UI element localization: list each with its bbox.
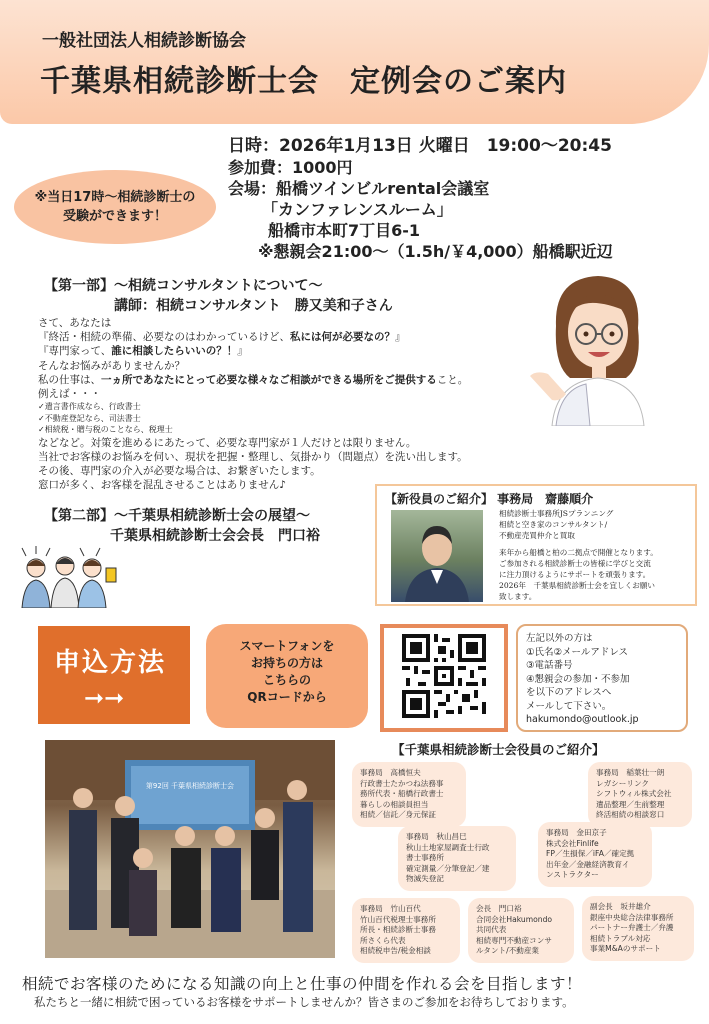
event-venue: 会場：船橋ツインビルrental会議室 [228,179,490,198]
part2-heading-block [44,506,320,546]
page-title: 千葉県相続診断士会 定例会のご案内 [40,64,567,99]
part2-speaker: 千葉県相続診断士会会長 門口裕 [110,528,320,544]
officer-card: 事務局 高橋恒夫 行政書士たかつね法務事 務所代表・船橋行政書士 暮らしの相談員担当 相続／信託／身元保証 [352,762,466,827]
officers-heading: 【千葉県相続診断士会役員のご紹介】 [392,742,605,757]
callout-tail [340,706,354,722]
exam-notice-line2: 受験ができます！ [62,209,167,224]
officer-card: 事務局 竹山百代 竹山百代税理士事務所 所長・相続診断士事務 所さくら代表 相続税申告/税金相談 [352,898,460,963]
event-party: ※懇親会21:00～（1.5h/￥4,000）船橋駅近辺 [258,242,613,261]
example-item: ✓相続税・贈与税のことなら、税理士 [38,425,173,435]
part1-heading: 【第一部】～相続コンサルタントについて～ [44,278,323,294]
contact-box: 左記以外の方は ①氏名②メールアドレス ③電話番号 ④懇親会の参加・不参加 を以下のアドレスへ メールして下さい。 hakumondo@outlook.jp [516,624,688,732]
qr-code-icon[interactable] [402,634,486,718]
exam-notice-bubble [14,170,216,244]
group-photo [45,740,335,958]
part1-body [38,316,558,493]
officer-card: 事務局 金田京子 株式会社Finlife FP／生損保／iFA／確定拠 出年金／金融経済教育イ ンストラクター [538,822,652,887]
body-line: などなど。対策を進めるにあたって、必要な専門家が１人だけとは限りません。 [38,436,417,449]
application-title: 申込方法 [54,648,167,678]
event-datetime: 日時：2026年1月13日 火曜日 19:00～20:45 [228,136,612,156]
lecturer-illustration [526,266,666,426]
arrow-right-icon: ➞➞ [84,684,125,712]
example-item: ✓不動産登記なら、司法書士 [38,413,141,423]
event-address: 船橋市本町7丁目6-1 [268,221,421,240]
body-line: そんなお悩みがありませんか？ [38,359,185,372]
body-line: 私の仕事は、一ヵ所であなたにとって必要な様々なご相談ができる場所をご提供すること。 [38,373,469,386]
body-line: 当社でお客様のお悩みを伺い、現状を把握・整理し、気掛かり（問題点）を洗い出します。 [38,450,468,463]
officer-card: 事務局 稲葉壮一朗 レガシーリンク シフトウィル株式会社 遺品整理／生前整理 終活相続の相談窓口 [588,762,692,827]
event-fee: 参加費：1000円 [228,158,353,177]
photo-banner-text: 第92回 千葉県相続診断士会 [145,782,235,790]
body-line: 例えば・・・ [38,388,101,401]
contact-email-link[interactable]: hakumondo@outlook.jp [526,714,639,725]
footer-slogan: 相続でお客様のためになる知識の向上と仕事の仲間を作れる会を目指します！ [22,975,583,993]
new-officer-photo [391,510,483,602]
new-officer-box [375,484,697,606]
example-item: ✓遺言書作成なら、行政書士 [38,402,141,412]
officer-card: 事務局 秋山昌巳 秋山土地家屋調査士行政 書士事務所 確定測量／分筆登記／建 物滅失登記 [398,826,516,891]
body-line: 『終活・相続の準備、必要なのはわかっているけど、私には何が必要なの？』 [38,331,406,344]
body-line: さて、あなたは [38,317,112,329]
audience-illustration [10,544,120,608]
body-line: その後、専門家の介入が必要な場合は、お繋ぎいたします。 [38,465,321,478]
event-info [228,136,613,262]
new-officer-heading: 【新役員のご紹介】 事務局 齋藤順介 [385,492,594,506]
footer-invitation: 私たちと一緒に相続で困っているお客様をサポートしませんか？皆さまのご参加をお待ちしております。 [34,995,574,1009]
organization-name: 一般社団法人相続診断協会 [42,31,246,51]
part1-heading-block [44,276,393,316]
part1-lecturer: 講師：相続コンサルタント 勝又美和子さん [114,298,393,314]
new-officer-description: 相続診断士事務所JSプランニング 相続と空き家のコンサルタント/ 不動産売買仲介と買取 来年から船橋と柏の二拠点で開催となります。 ご参加される相続診断士の皆様に学びと交流 に注力頂けるようにサポートを頑張ります。 2026年 千葉県相続診断士会を宜しくお願い 致します。 [499,509,658,601]
part2-heading: 【第二部】～千葉県相続診断士会の展望～ [44,508,310,524]
body-line: 『専門家って、誰に相談したらいいの？！』 [38,345,248,358]
group-photo-image [45,740,335,958]
header-banner [0,0,709,124]
portrait-image [391,510,483,602]
exam-notice-line1: ※当日17時～相続診断士の [34,190,196,205]
qr-code-box[interactable] [380,624,508,732]
body-line: 窓口が多く、お客様を混乱させることはありません♪ [38,479,286,492]
smartphone-callout: スマートフォンを お持ちの方は こちらの QRコードから [206,624,368,728]
event-room: 「カンファレンスルーム」 [262,200,453,219]
officer-card: 副会長 坂井雄介 銀座中央総合法律事務所 パートナー弁護士／弁護 相続トラブル対応 事業M&Aのサポート [582,896,694,961]
application-method-box [38,626,190,724]
officer-card: 会長 門口裕 合同会社Hakumondo 共同代表 相続専門不動産コンサ ルタント/不動産業 [468,898,574,963]
